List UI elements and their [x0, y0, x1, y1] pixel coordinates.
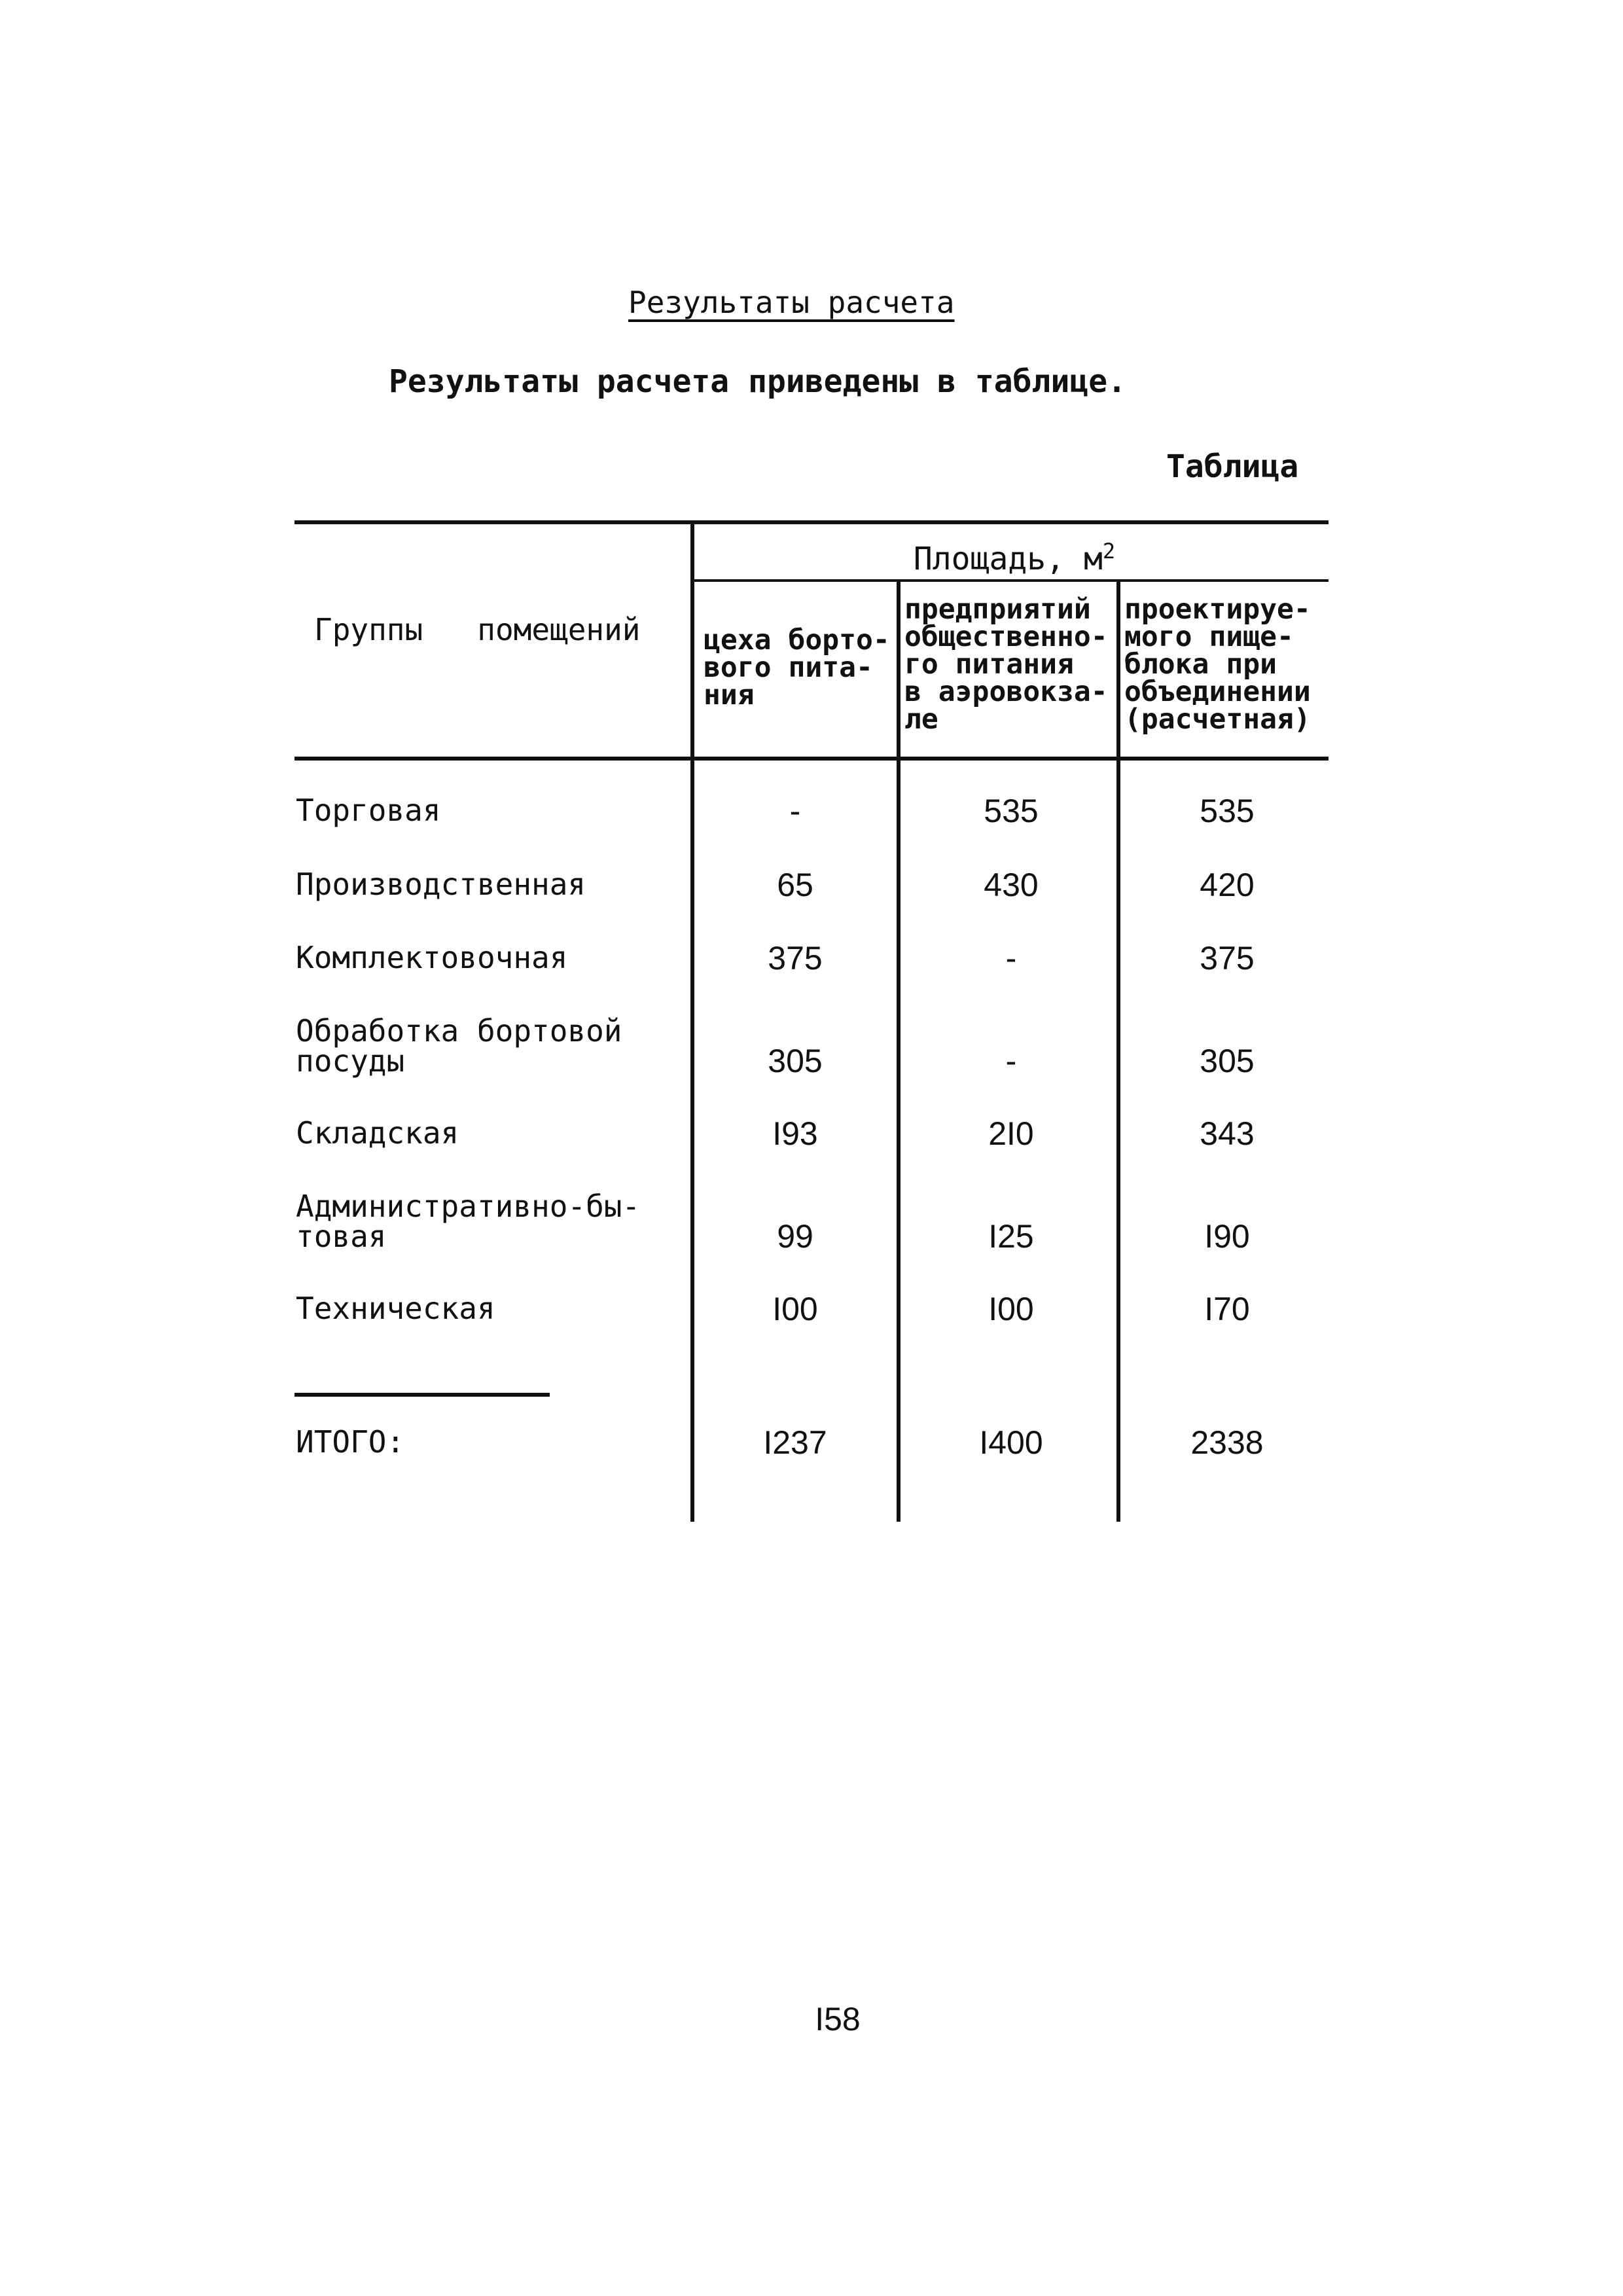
cell-dishware-col3: 305 — [1200, 1043, 1255, 1079]
cell-production-col2: 430 — [984, 867, 1039, 903]
subheader-terminal-catering: предприятий общественно- го питания в аэровокза- ле — [904, 593, 1108, 736]
subheader-projected-kitchen: проектируе- мого пище- блока при объединении (расчетная) — [1124, 593, 1311, 736]
cell-storage-col1: I93 — [772, 1115, 818, 1152]
cell-technical-col1: I00 — [772, 1291, 818, 1327]
cell-trade-col1: - — [789, 793, 801, 829]
cell-assembly-col1: 375 — [768, 940, 823, 977]
cell-dishware-col2: - — [1005, 1043, 1017, 1079]
column-header-room-groups: Группы помещений — [314, 612, 641, 647]
cell-production-col3: 420 — [1200, 867, 1255, 903]
table-header-bottom-rule — [294, 757, 1329, 761]
area-header-text: Площадь, м — [913, 541, 1103, 577]
row-label-assembly: Комплектовочная — [296, 940, 568, 975]
cell-trade-col2: 535 — [984, 793, 1039, 829]
area-header-rule — [692, 579, 1329, 582]
cell-trade-col3: 535 — [1200, 793, 1255, 829]
cell-total-col2: I400 — [979, 1424, 1043, 1461]
row-label-total: ИТОГО: — [296, 1424, 405, 1460]
row-label-storage: Складская — [296, 1115, 459, 1151]
row-label-production: Производственная — [296, 867, 586, 902]
cell-production-col1: 65 — [777, 867, 813, 903]
row-label-trade: Торговая — [296, 793, 441, 828]
section-heading: Результаты расчета — [628, 285, 955, 320]
cell-total-col3: 2338 — [1190, 1424, 1264, 1461]
cell-storage-col2: 2I0 — [988, 1115, 1034, 1152]
column-header-area — [700, 539, 1329, 577]
intro-sentence: Результаты расчета приведены в таблице. — [389, 363, 1127, 400]
row-label-technical: Техническая — [296, 1291, 495, 1326]
cell-administrative-col3: I90 — [1204, 1218, 1250, 1255]
row-label-administrative: Административно-бы- товая — [296, 1189, 641, 1254]
cell-total-col1: I237 — [763, 1424, 827, 1461]
table-column-divider-3 — [1116, 581, 1120, 1522]
table-column-divider-1 — [690, 520, 694, 1522]
row-label-dishware: Обработка бортовой посуды — [296, 1013, 622, 1079]
subheader-onboard-catering: цеха борто- вого пита- ния — [704, 624, 890, 711]
table-column-divider-2 — [897, 581, 901, 1522]
table-top-rule — [294, 520, 1329, 524]
area-unit-superscript: 2 — [1102, 539, 1116, 564]
cell-administrative-col1: 99 — [777, 1218, 813, 1255]
cell-technical-col3: I70 — [1204, 1291, 1250, 1327]
cell-administrative-col2: I25 — [988, 1218, 1034, 1255]
page-number: I58 — [815, 2001, 861, 2037]
cell-assembly-col3: 375 — [1200, 940, 1255, 977]
cell-technical-col2: I00 — [988, 1291, 1034, 1327]
cell-dishware-col1: 305 — [768, 1043, 823, 1079]
total-separator-rule — [294, 1393, 550, 1397]
cell-storage-col3: 343 — [1200, 1115, 1255, 1152]
table-caption: Таблица — [1166, 448, 1299, 485]
cell-assembly-col2: - — [1005, 940, 1017, 977]
